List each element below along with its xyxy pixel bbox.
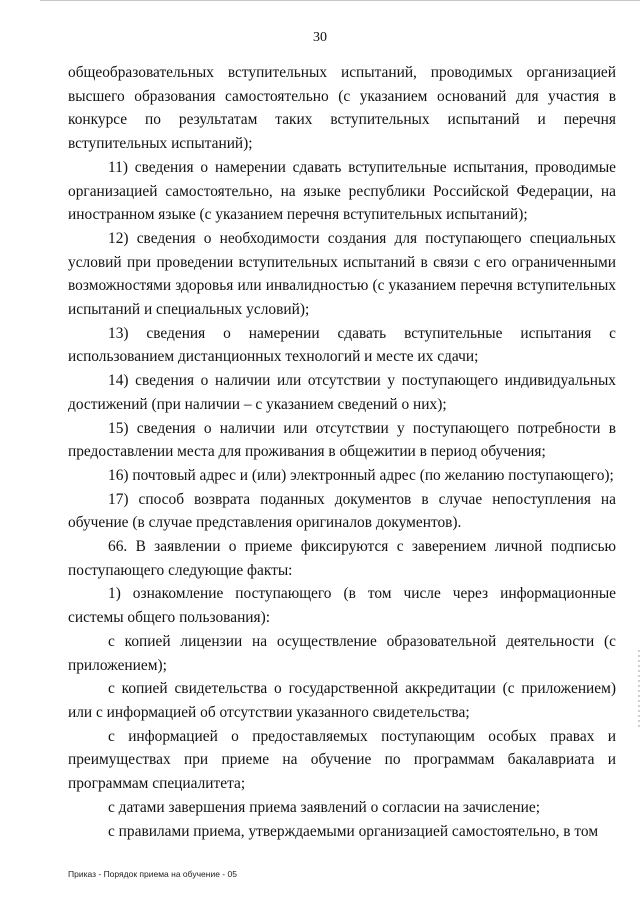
paragraph-item-15: 15) сведения о наличии или отсутствии у поступающего потребности в предоставлении места для проживания в общежитии в период обучения; bbox=[68, 419, 616, 461]
page-number: 30 bbox=[313, 30, 327, 45]
paragraph-item-13: 13) сведения о намерении сдавать вступительные испытания с использованием дистанционных технологий и месте их сдачи; bbox=[68, 324, 616, 366]
paragraph-item-16: 16) почтовый адрес и (или) электронный адрес (по желанию поступающего); bbox=[108, 466, 614, 484]
paragraph-item-12: 12) сведения о необходимости создания для поступающего специальных условий при проведении вступительных испытаний в связи с его ограниченными возможностями здоровья или инвалидностью (с указанием перечня вступительных испытаний и специальных условий); bbox=[68, 229, 616, 319]
paragraph-admission-rules: с правилами приема, утверждаемыми организацией самостоятельно, в том bbox=[108, 822, 599, 840]
page-footer: Приказ - Порядок приема на обучение - 05 bbox=[68, 869, 237, 879]
paragraph-accreditation-copy: с копией свидетельства о государственной аккредитации (с приложением) или с информацией об отсутствии указанного свидетельства; bbox=[68, 680, 616, 721]
paragraph-license-copy: с копией лицензии на осуществление образовательной деятельности (с приложением); bbox=[68, 632, 616, 674]
paragraph-continuation: общеобразовательных вступительных испытаний, проводимых организацией высшего образования самостоятельно (с указанием оснований для участия в конкурсе по результатам таких вступительных испытаний и перечня вступительных испытаний); bbox=[68, 64, 616, 153]
paragraph-section-66: 66. В заявлении о приеме фиксируются с заверением личной подписью поступающего следующие факты: bbox=[68, 538, 616, 579]
paragraph-item-11: 11) сведения о намерении сдавать вступительные испытания, проводимые организацией самостоятельно, на языке республики Российской Федерации, на иностранном языке (с указанием перечня вступительных испытаний); bbox=[68, 158, 616, 224]
page-top-edge bbox=[40, 0, 640, 1]
paragraph-special-rights: с информацией о предоставляемых поступающим особых правах и преимуществах при приеме на обучение по программам бакалавриата и программам специалитета; bbox=[68, 727, 616, 793]
paragraph-subitem-1: 1) ознакомление поступающего (в том числе через информационные системы общего пользования): bbox=[68, 585, 616, 627]
paragraph-item-14: 14) сведения о наличии или отсутствии у поступающего индивидуальных достижений (при наличии – с указанием сведений о них); bbox=[68, 372, 616, 413]
paragraph-consent-dates: с датами завершения приема заявлений о согласии на зачисление; bbox=[108, 798, 541, 816]
document-body bbox=[68, 61, 616, 843]
paragraph-item-17: 17) способ возврата поданных документов в случае непоступления на обучение (в случае представления оригиналов документов). bbox=[68, 490, 616, 532]
